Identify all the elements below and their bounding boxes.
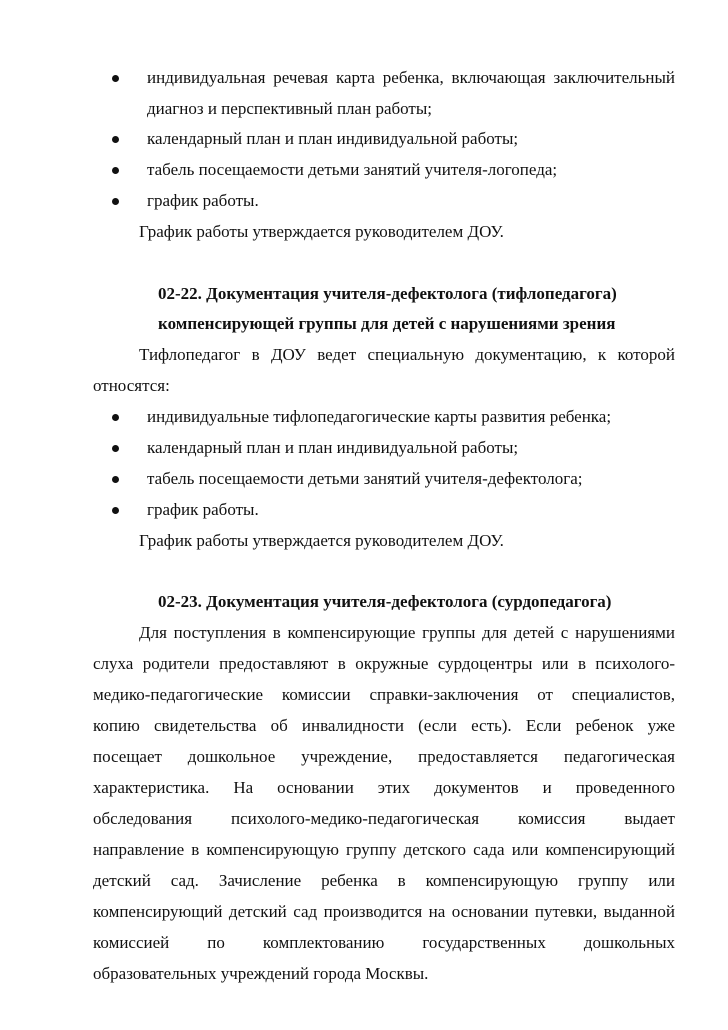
list-item: календарный план и план индивидуальной работы;	[147, 129, 519, 148]
paragraph-line: комиссией по комплектованию государственных дошкольных	[93, 933, 675, 952]
paragraph-line: компенсирующий детский сад производится на основании путевки, выданной	[93, 902, 675, 921]
paragraph-line: медико-педагогические комиссии справки-заключения от специалистов,	[93, 685, 675, 704]
list-bullet	[112, 136, 119, 143]
paragraph-line: посещает дошкольное учреждение, предоставляется педагогическая	[93, 747, 675, 766]
list-bullet	[112, 476, 119, 483]
list-bullet	[112, 507, 119, 514]
paragraph-line: направление в компенсирующую группу детского сада или компенсирующий	[93, 840, 675, 859]
list-item: календарный план и план индивидуальной работы;	[147, 438, 519, 457]
note-text: График работы утверждается руководителем ДОУ.	[139, 222, 504, 241]
paragraph-line: образовательных учреждений города Москвы.	[93, 964, 429, 983]
list-item: график работы.	[147, 500, 259, 519]
paragraph-line: характеристика. На основании этих документов и проведенного	[93, 778, 675, 797]
paragraph-line: слуха родители предоставляют в окружные сурдоцентры или в психолого-	[93, 654, 675, 673]
list-item: табель посещаемости детьми занятий учителя-дефектолога;	[147, 469, 583, 488]
list-item: табель посещаемости детьми занятий учителя-логопеда;	[147, 160, 558, 179]
list-item: индивидуальная речевая карта ребенка, включающая заключительный	[147, 68, 675, 87]
note-text: График работы утверждается руководителем ДОУ.	[139, 531, 504, 550]
paragraph-line: Тифлопедагог в ДОУ ведет специальную документацию, к которой	[139, 345, 675, 364]
paragraph-line: относятся:	[93, 376, 170, 395]
list-item: индивидуальные тифлопедагогические карты развития ребенка;	[147, 407, 612, 426]
section-heading: 02-23. Документация учителя-дефектолога (сурдопедагога)	[158, 592, 612, 611]
list-item: график работы.	[147, 191, 259, 210]
section-heading: 02-22. Документация учителя-дефектолога (тифлопедагога)	[158, 284, 617, 303]
paragraph-line: копию свидетельства об инвалидности (если есть). Если ребенок уже	[93, 716, 675, 735]
list-item-continuation: диагноз и перспективный план работы;	[147, 99, 432, 118]
paragraph-line: детский сад. Зачисление ребенка в компенсирующую группу или	[93, 871, 675, 890]
paragraph-line: обследования психолого-медико-педагогическая комиссия выдает	[93, 809, 675, 828]
list-bullet	[112, 198, 119, 205]
list-bullet	[112, 167, 119, 174]
list-bullet	[112, 75, 119, 82]
list-bullet	[112, 445, 119, 452]
section-heading-line2: компенсирующей группы для детей с нарушениями зрения	[158, 314, 616, 333]
paragraph-line: Для поступления в компенсирующие группы для детей с нарушениями	[139, 623, 675, 642]
list-bullet	[112, 414, 119, 421]
